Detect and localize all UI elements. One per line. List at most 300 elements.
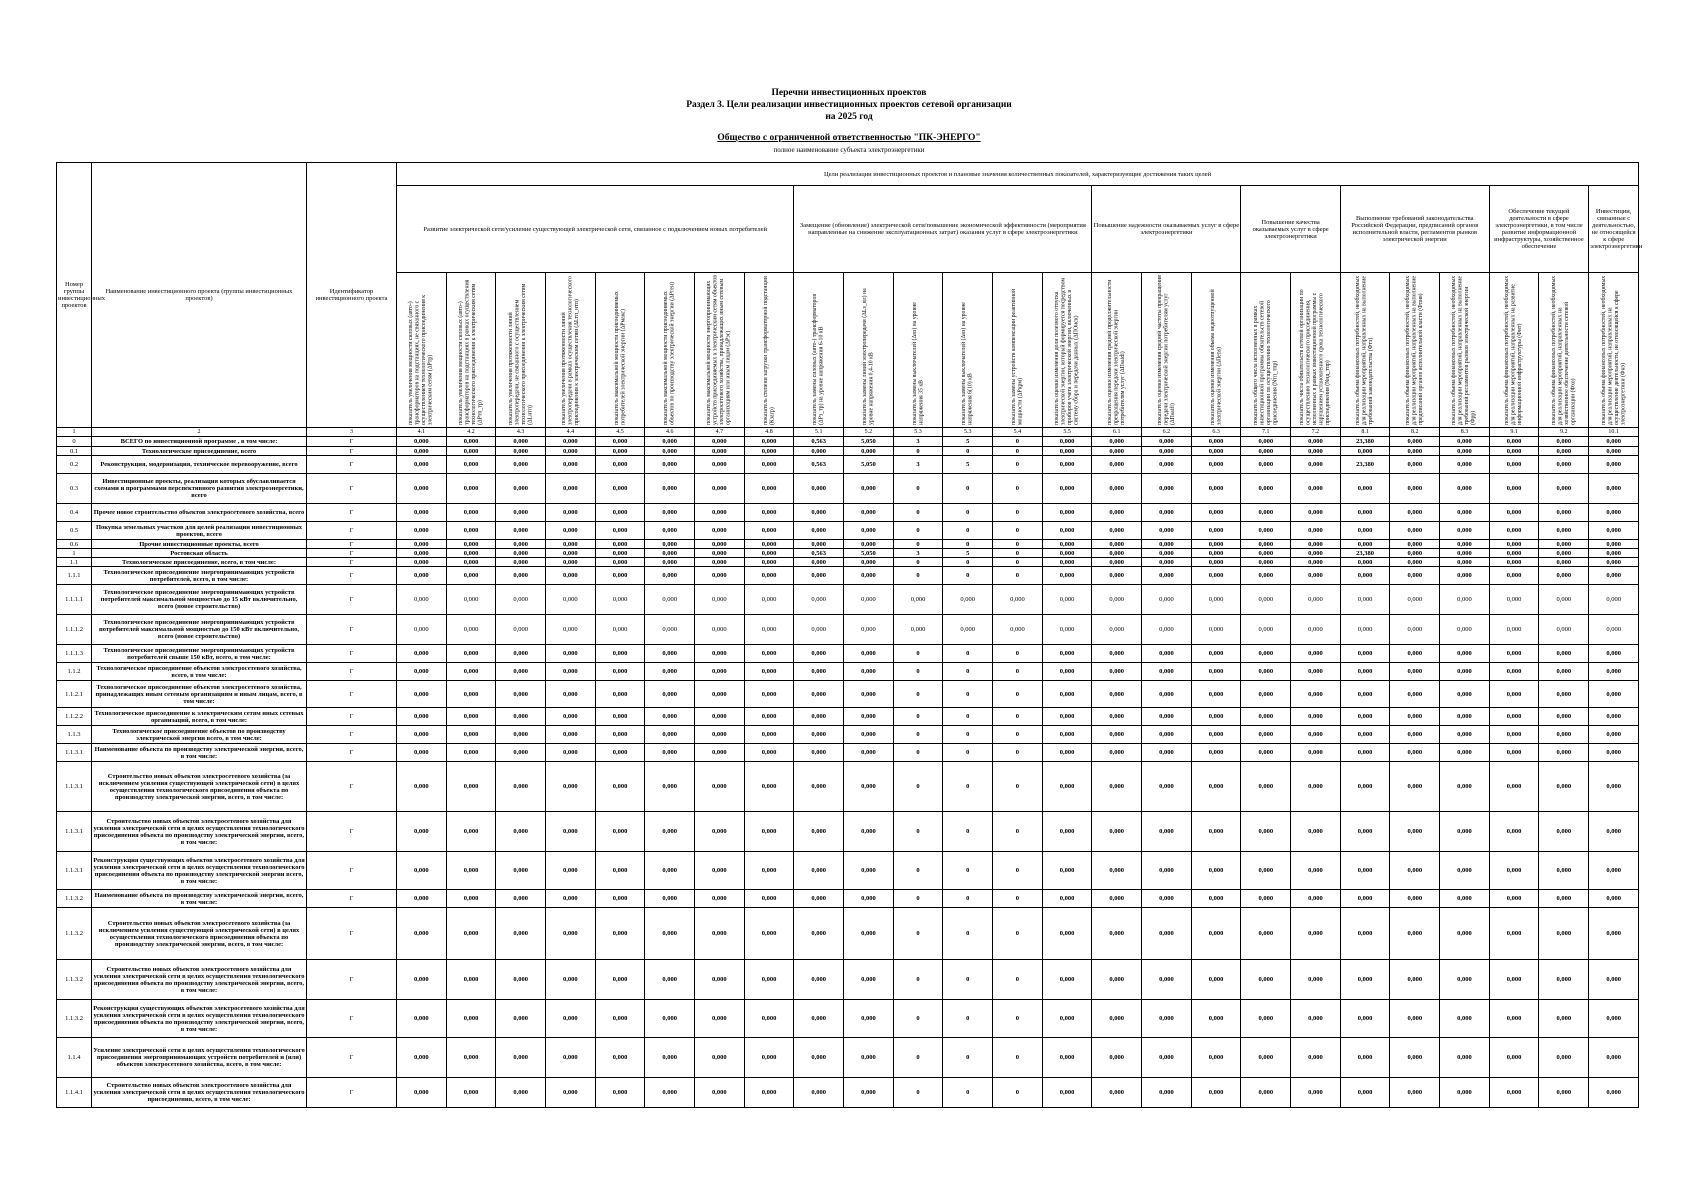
row-value: 0,000 <box>1191 437 1241 447</box>
row-code: 0.3 <box>57 474 92 504</box>
row-value: 0,000 <box>1589 558 1639 567</box>
row-value: 0,000 <box>1589 447 1639 456</box>
row-value: 0,000 <box>695 726 745 744</box>
row-value: 0,000 <box>744 890 794 908</box>
row-value: 0,000 <box>496 762 546 812</box>
indicator-label: показатель увеличения мощности силовых (авто-) трансформаторов на подстанциях в рамках осуществления технологического присоединения к электрическим сетям (ΔPтп_тр) <box>458 279 484 425</box>
row-value: 0,000 <box>1489 1038 1539 1078</box>
row-value: 0 <box>893 744 943 762</box>
row-value: 0,000 <box>397 681 447 708</box>
row-value: 0,000 <box>844 558 894 567</box>
row-value: 0,000 <box>496 852 546 890</box>
row-value: 0,000 <box>1291 504 1341 522</box>
indicator-label: показатель объема финансовых потребностей, необходимых для реализации мероприятий, направленных на развитие информационной инфраструктуры (Фит) <box>1504 275 1524 425</box>
row-value: 0,000 <box>1489 908 1539 960</box>
row-value: 0,000 <box>695 663 745 681</box>
row-value: 0,000 <box>645 567 695 585</box>
row-value: 0,000 <box>1142 456 1192 474</box>
row-value: 0,000 <box>546 812 596 852</box>
row-value: 0,000 <box>546 567 596 585</box>
row-value: 0,000 <box>397 762 447 812</box>
row-value: 0,000 <box>1539 852 1589 890</box>
row-value: 0,000 <box>1042 681 1092 708</box>
row-value: 0,000 <box>1042 474 1092 504</box>
row-value: 0,000 <box>1489 890 1539 908</box>
row-name: Технологическое присоединение энергопринимающих устройств потребителей, всего, в том числе: <box>92 567 307 585</box>
row-value: 0,000 <box>1092 504 1142 522</box>
row-value: 0,000 <box>695 645 745 663</box>
row-value: 0,000 <box>695 852 745 890</box>
row-name: Технологическое присоединение, всего <box>92 447 307 456</box>
row-value: 0,000 <box>397 812 447 852</box>
row-value: 0,000 <box>1440 1078 1490 1108</box>
row-value: 0,000 <box>1241 585 1291 615</box>
doc-title-line3: на 2025 год <box>825 112 873 122</box>
row-value: 0 <box>893 1038 943 1078</box>
row-code: 1.1.3.1 <box>57 812 92 852</box>
row-value: 0,000 <box>1142 522 1192 540</box>
row-value: 0,000 <box>1291 456 1341 474</box>
column-number: 6.3 <box>1191 428 1241 437</box>
org-name-caption: полное наименование субъекта электроэнергетики <box>773 146 925 154</box>
row-value: 0 <box>993 708 1043 726</box>
goal-group-header: Повышение надежности оказываемых услуг в сфере электроэнергетики <box>1092 186 1241 273</box>
goal-group-header: Обеспечение текущей деятельности в сфере электроэнергетики, в том числе развитие информационной инфраструктуры, хозяйственное обеспечение <box>1489 186 1588 273</box>
row-value: 0,000 <box>1440 1000 1490 1038</box>
row-value: 0,000 <box>1589 726 1639 744</box>
row-value: 0,000 <box>1340 558 1390 567</box>
row-value: 0,000 <box>1390 762 1440 812</box>
row-value: 0 <box>893 474 943 504</box>
row-value: 0,000 <box>446 549 496 558</box>
col-header-name: Наименование инвестиционного проекта (группы инвестиционных проектов) <box>92 163 307 428</box>
row-value: 0,000 <box>1539 908 1589 960</box>
row-id: Г <box>307 890 397 908</box>
row-value: 0,000 <box>645 726 695 744</box>
row-value: 0,000 <box>1340 522 1390 540</box>
row-value: 0,000 <box>1092 522 1142 540</box>
indicator-header <box>645 273 695 428</box>
row-value: 0 <box>893 645 943 663</box>
row-value: 0,000 <box>496 1038 546 1078</box>
row-value: 0,000 <box>397 456 447 474</box>
row-value: 0,000 <box>794 960 844 1000</box>
row-code: 0.1 <box>57 447 92 456</box>
row-value: 0,000 <box>1440 447 1490 456</box>
row-value: 0,000 <box>446 437 496 447</box>
table-row <box>57 908 1639 960</box>
row-value: 0 <box>893 522 943 540</box>
row-value: 0,000 <box>1390 437 1440 447</box>
row-value: 5 <box>943 437 993 447</box>
row-value: 0,000 <box>1291 522 1341 540</box>
row-id: Г <box>307 558 397 567</box>
row-value: 0,000 <box>1142 890 1192 908</box>
row-value: 0,000 <box>1390 447 1440 456</box>
indicator-label: показатель объема финансовых потребностей, необходимых для реализации мероприятий, направленных на выполнение предписаний органов исполнительной власти (Фпив) <box>1405 275 1425 425</box>
row-value: 0 <box>893 726 943 744</box>
row-value: 0,000 <box>645 456 695 474</box>
indicator-header <box>1191 273 1241 428</box>
row-id: Г <box>307 456 397 474</box>
row-value: 0,000 <box>1291 762 1341 812</box>
row-value: 0,000 <box>1489 540 1539 549</box>
row-value: 0,000 <box>1191 681 1241 708</box>
row-value: 0,000 <box>1191 762 1241 812</box>
row-value: 0,000 <box>1241 1078 1291 1108</box>
row-value: 0,000 <box>1291 645 1341 663</box>
row-value: 0,000 <box>1142 744 1192 762</box>
row-value: 0,000 <box>1340 645 1390 663</box>
indicator-label: показатель объема финансовых потребностей, необходимых для реализации мероприятий, направленных на выполнение требований регламентов рынков электрической энергии (Фрр) <box>1451 275 1477 425</box>
row-value: 0,000 <box>1390 852 1440 890</box>
row-value: 0,000 <box>695 456 745 474</box>
row-value: 0,000 <box>1191 890 1241 908</box>
row-value: 0,000 <box>943 615 993 645</box>
row-value: 0 <box>943 1000 993 1038</box>
table-row <box>57 708 1639 726</box>
row-value: 0,000 <box>1589 522 1639 540</box>
row-value: 0,000 <box>744 447 794 456</box>
row-value: 0,000 <box>1241 960 1291 1000</box>
row-value: 0,000 <box>595 663 645 681</box>
row-value: 0,000 <box>595 744 645 762</box>
row-value: 0,000 <box>546 726 596 744</box>
row-value: 0,000 <box>645 549 695 558</box>
row-value: 0,000 <box>744 960 794 1000</box>
row-value: 0,000 <box>446 447 496 456</box>
row-value: 0,000 <box>1340 1078 1390 1108</box>
row-value: 0,000 <box>397 890 447 908</box>
row-value: 0,000 <box>645 1078 695 1108</box>
row-value: 0,000 <box>1340 960 1390 1000</box>
row-value: 0,000 <box>446 908 496 960</box>
indicator-label: показатель максимальной мощности энергопринимающих устройств присоединяемых к электрическим сетям объектов электросетевого хозяйства, принадлежащих иным сетевым организациям или иным лицам (ΔPэс) <box>706 275 732 425</box>
row-value: 0,000 <box>496 1000 546 1038</box>
row-value: 0,000 <box>645 812 695 852</box>
row-value: 0,000 <box>1142 549 1192 558</box>
row-value: 0,000 <box>1539 504 1589 522</box>
row-code: 1.1.1 <box>57 567 92 585</box>
row-value: 0,000 <box>1340 890 1390 908</box>
row-value: 0,000 <box>1142 663 1192 681</box>
column-number: 4.6 <box>645 428 695 437</box>
row-value: 0,000 <box>1241 447 1291 456</box>
row-name: Строительство новых объектов электросетевого хозяйства для усиления электрической сети в целях осуществления технологического присоединения объекта по производству электрической энергии, всего, в том числе: <box>92 812 307 852</box>
row-value: 0 <box>893 540 943 549</box>
row-value: 0,000 <box>1191 567 1241 585</box>
row-value: 0,000 <box>993 585 1043 615</box>
goals-header: Цели реализации инвестиционных проектов и плановые значения количественных показателей, характеризующие достижения таких целей <box>397 163 1639 186</box>
row-value: 0,000 <box>1042 960 1092 1000</box>
row-value: 0,000 <box>645 558 695 567</box>
row-value: 0,000 <box>744 744 794 762</box>
row-value: 0,000 <box>546 960 596 1000</box>
row-value: 0,000 <box>1390 726 1440 744</box>
row-value: 0,000 <box>446 960 496 1000</box>
row-value: 5,050 <box>844 549 894 558</box>
row-value: 0,000 <box>1489 447 1539 456</box>
row-value: 0,000 <box>1340 474 1390 504</box>
row-value: 0,000 <box>1340 908 1390 960</box>
column-number: 6.1 <box>1092 428 1142 437</box>
row-value: 0,000 <box>595 708 645 726</box>
row-value: 0,000 <box>595 522 645 540</box>
indicator-label: показатель максимальной мощности присоединяемых потребителей электрической энергии (ΔPмакс) <box>613 291 627 425</box>
row-value: 0,000 <box>1241 504 1291 522</box>
row-value: 0,000 <box>1142 567 1192 585</box>
row-value: 0 <box>893 852 943 890</box>
row-value: 0,000 <box>595 615 645 645</box>
row-value: 0,000 <box>794 1038 844 1078</box>
row-value: 0,000 <box>1092 1078 1142 1108</box>
row-value: 0,000 <box>794 474 844 504</box>
row-value: 0 <box>993 1038 1043 1078</box>
row-value: 0,000 <box>1042 504 1092 522</box>
row-value: 0,000 <box>1589 708 1639 726</box>
row-value: 0 <box>893 890 943 908</box>
row-value: 0,000 <box>1340 1038 1390 1078</box>
row-value: 0,000 <box>496 1078 546 1108</box>
row-value: 0,000 <box>1390 1000 1440 1038</box>
indicator-header <box>546 273 596 428</box>
row-name: ВСЕГО по инвестиционной программе , в том числе: <box>92 437 307 447</box>
row-value: 0,000 <box>794 681 844 708</box>
row-value: 0,000 <box>1241 908 1291 960</box>
row-value: 0,000 <box>1340 744 1390 762</box>
indicator-label: показатель замены силовых (авто-) трансформаторов (ΔPз_тр) на уровне напряжения 6-10 кВ <box>812 293 825 425</box>
row-value: 0,000 <box>546 1078 596 1108</box>
row-value: 0,000 <box>496 540 546 549</box>
row-value: 0,000 <box>1489 681 1539 708</box>
row-id: Г <box>307 504 397 522</box>
row-value: 0,000 <box>794 708 844 726</box>
row-code: 1.1.4.1 <box>57 1078 92 1108</box>
row-value: 0,000 <box>645 645 695 663</box>
indicator-header <box>794 273 844 428</box>
row-value: 0,000 <box>1589 437 1639 447</box>
row-value: 0,000 <box>1241 474 1291 504</box>
row-value: 0,000 <box>1142 447 1192 456</box>
row-name: Усиление электрической сети в целях осуществления технологического присоединения энергопринимающих устройств потребителей и (или) объектов электросетевого хозяйства, всего, в том числе: <box>92 1038 307 1078</box>
row-value: 0,000 <box>1340 585 1390 615</box>
row-value: 0,000 <box>794 585 844 615</box>
column-number: 8.2 <box>1390 428 1440 437</box>
row-value: 0,000 <box>1092 447 1142 456</box>
row-value: 0,000 <box>744 615 794 645</box>
indicator-header <box>1589 273 1639 428</box>
row-value: 0 <box>943 447 993 456</box>
row-value: 0,000 <box>1390 558 1440 567</box>
row-value: 0,000 <box>1489 585 1539 615</box>
row-value: 0,000 <box>595 1000 645 1038</box>
row-value: 0,000 <box>1390 615 1440 645</box>
row-name: Покупка земельных участков для целей реализации инвестиционных проектов, всего <box>92 522 307 540</box>
row-value: 0,000 <box>1440 567 1490 585</box>
row-value: 0,000 <box>1539 437 1589 447</box>
row-value: 0,000 <box>1241 726 1291 744</box>
row-value: 0 <box>993 1078 1043 1108</box>
row-value: 0,000 <box>993 615 1043 645</box>
row-value: 0,000 <box>1191 1078 1241 1108</box>
row-value: 0,000 <box>1539 1038 1589 1078</box>
row-value: 0,000 <box>1589 540 1639 549</box>
row-value: 0,000 <box>1142 1078 1192 1108</box>
row-name: Наименование объекта по производству электрической энергии, всего, в том числе: <box>92 744 307 762</box>
row-value: 0 <box>993 456 1043 474</box>
indicator-header <box>844 273 894 428</box>
row-id: Г <box>307 615 397 645</box>
row-value: 0,000 <box>496 549 546 558</box>
row-value: 0,000 <box>1191 744 1241 762</box>
row-value: 0,000 <box>1340 567 1390 585</box>
row-value: 0,000 <box>446 1038 496 1078</box>
row-value: 0,000 <box>1142 558 1192 567</box>
row-value: 0,000 <box>595 447 645 456</box>
column-number: 8.1 <box>1340 428 1390 437</box>
row-value: 0 <box>943 812 993 852</box>
row-value: 0,000 <box>397 558 447 567</box>
row-value: 0,000 <box>1291 663 1341 681</box>
row-name: Технологическое присоединение энергопринимающих устройств потребителей максимальной мощностью до 150 кВт включительно, всего (новое строительство) <box>92 615 307 645</box>
row-value: 0 <box>993 437 1043 447</box>
row-value: 0,000 <box>1092 960 1142 1000</box>
row-value: 0,000 <box>695 615 745 645</box>
indicator-header <box>1440 273 1490 428</box>
row-value: 0,000 <box>446 615 496 645</box>
row-value: 0,000 <box>844 744 894 762</box>
column-number: 5.2 <box>844 428 894 437</box>
row-value: 0,000 <box>1191 663 1241 681</box>
row-id: Г <box>307 708 397 726</box>
table-row <box>57 585 1639 615</box>
row-id: Г <box>307 1038 397 1078</box>
row-code: 1.1.3 <box>57 726 92 744</box>
row-value: 0,000 <box>1539 681 1589 708</box>
row-value: 0,000 <box>1489 1078 1539 1108</box>
row-code: 0.2 <box>57 456 92 474</box>
row-value: 0,000 <box>794 522 844 540</box>
row-value: 0,000 <box>1589 812 1639 852</box>
table-row <box>57 890 1639 908</box>
row-name: Технологическое присоединение, всего, в том числе: <box>92 558 307 567</box>
row-value: 0,000 <box>744 558 794 567</box>
row-value: 0,000 <box>496 960 546 1000</box>
row-value: 0,000 <box>1489 726 1539 744</box>
row-name: Ростовская область <box>92 549 307 558</box>
row-value: 0,000 <box>1142 812 1192 852</box>
row-value: 0,000 <box>546 522 596 540</box>
row-value: 0,000 <box>1489 762 1539 812</box>
row-value: 3 <box>893 456 943 474</box>
row-code: 0.6 <box>57 540 92 549</box>
row-value: 0,000 <box>1539 549 1589 558</box>
row-value: 0,000 <box>595 1078 645 1108</box>
row-value: 0,000 <box>1440 852 1490 890</box>
row-name: Реконструкция, модернизация, техническое перевооружение, всего <box>92 456 307 474</box>
row-value: 0,000 <box>695 960 745 1000</box>
row-value: 0,000 <box>1390 645 1440 663</box>
row-id: Г <box>307 744 397 762</box>
row-value: 0,000 <box>1589 1038 1639 1078</box>
row-code: 1.1.1.2 <box>57 615 92 645</box>
table-row <box>57 1078 1639 1108</box>
row-value: 0,000 <box>1340 726 1390 744</box>
row-value: 0,000 <box>1589 890 1639 908</box>
row-value: 0,000 <box>1142 540 1192 549</box>
row-value: 0,000 <box>744 726 794 744</box>
table-row <box>57 504 1639 522</box>
row-value: 0,000 <box>645 522 695 540</box>
row-value: 0,000 <box>844 708 894 726</box>
row-code: 1.1.1.3 <box>57 645 92 663</box>
row-value: 0,000 <box>844 645 894 663</box>
row-value: 0,000 <box>844 522 894 540</box>
row-value: 0,000 <box>695 812 745 852</box>
row-id: Г <box>307 663 397 681</box>
row-value: 0 <box>993 726 1043 744</box>
row-value: 0 <box>943 726 993 744</box>
row-value: 0,000 <box>546 1038 596 1078</box>
row-value: 0,000 <box>1291 812 1341 852</box>
row-value: 0,000 <box>1589 908 1639 960</box>
column-number: 5.5 <box>1042 428 1092 437</box>
row-value: 0,000 <box>1440 1038 1490 1078</box>
row-value: 0,000 <box>645 890 695 908</box>
row-value: 0,000 <box>844 504 894 522</box>
row-value: 0,000 <box>794 890 844 908</box>
row-value: 0,000 <box>1142 908 1192 960</box>
row-value: 0,000 <box>397 522 447 540</box>
row-value: 0,000 <box>1042 437 1092 447</box>
row-value: 0,000 <box>1191 812 1241 852</box>
table-row <box>57 447 1639 456</box>
row-value: 0,000 <box>645 762 695 812</box>
row-value: 0 <box>993 890 1043 908</box>
row-value: 0,000 <box>1340 762 1390 812</box>
row-value: 0,000 <box>1291 1078 1341 1108</box>
row-value: 0,000 <box>496 744 546 762</box>
row-value: 0,000 <box>1241 540 1291 549</box>
row-value: 0,000 <box>1440 890 1490 908</box>
row-value: 0,000 <box>794 615 844 645</box>
row-value: 0,000 <box>1440 812 1490 852</box>
row-id: Г <box>307 540 397 549</box>
row-value: 0 <box>993 681 1043 708</box>
row-value: 0,000 <box>1092 890 1142 908</box>
row-value: 0,000 <box>695 437 745 447</box>
row-value: 0 <box>943 645 993 663</box>
row-value: 0,000 <box>794 540 844 549</box>
row-value: 0,000 <box>1042 549 1092 558</box>
row-value: 0,000 <box>1092 708 1142 726</box>
row-value: 0,000 <box>744 663 794 681</box>
row-value: 0,000 <box>1340 708 1390 726</box>
row-value: 0 <box>993 645 1043 663</box>
row-value: 0,000 <box>744 681 794 708</box>
row-value: 0,000 <box>446 726 496 744</box>
row-code: 1.1 <box>57 558 92 567</box>
row-value: 0,000 <box>1589 504 1639 522</box>
row-value: 0,000 <box>695 681 745 708</box>
row-value: 0,000 <box>1440 504 1490 522</box>
row-value: 0,000 <box>794 812 844 852</box>
row-value: 0,000 <box>744 645 794 663</box>
row-value: 0,000 <box>1291 681 1341 708</box>
row-value: 0,000 <box>397 437 447 447</box>
row-value: 0,000 <box>1142 726 1192 744</box>
row-value: 0,000 <box>546 456 596 474</box>
